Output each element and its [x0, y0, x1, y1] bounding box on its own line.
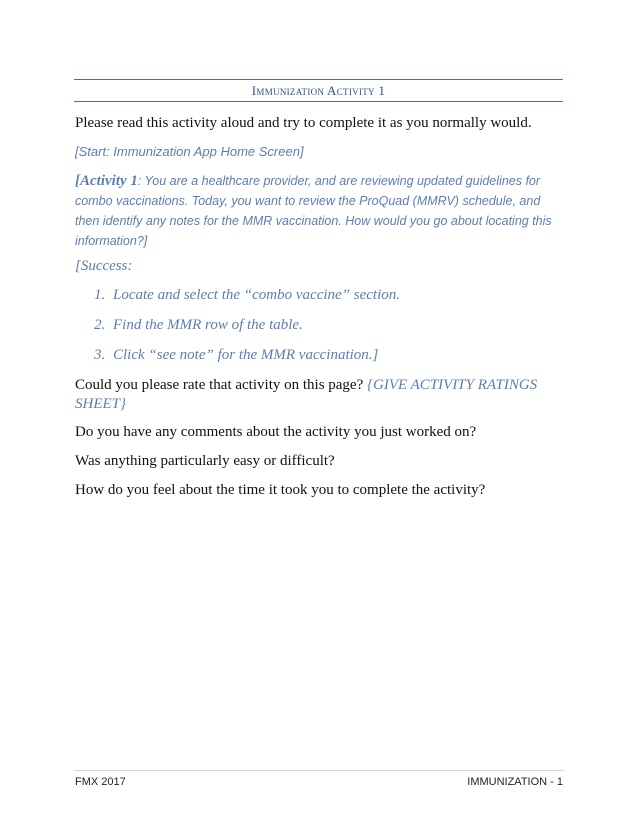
step-number: 3.	[94, 347, 106, 363]
step-number: 1.	[94, 287, 106, 303]
question-comments: Do you have any comments about the activity you just worked on?	[75, 424, 477, 440]
activity-description	[75, 171, 565, 251]
step-number: 2.	[94, 317, 106, 333]
activity-line-4: information?]	[75, 234, 148, 248]
activity-line-1	[75, 171, 565, 191]
rating-request-text: Could you please rate that activity on this page?	[75, 377, 368, 393]
question-time: How do you feel about the time it took you to complete the activity?	[75, 482, 486, 498]
step-text: Find the MMR row of the table.	[113, 317, 303, 333]
intro-paragraph: Please read this activity aloud and try to complete it as you normally would.	[75, 115, 532, 131]
success-label: [Success:	[75, 258, 133, 274]
activity-text-1: : You are a healthcare provider, and are reviewing updated guidelines for	[137, 174, 541, 188]
success-step-2	[94, 317, 303, 334]
activity-line-3: then identify any notes for the MMR vaccination. How would you go about locating this	[75, 214, 552, 228]
success-step-1	[94, 287, 400, 304]
rating-sheet-tag: {GIVE ACTIVITY RATINGS SHEET}	[75, 377, 538, 412]
footer-left-text: FMX 2017	[75, 776, 126, 788]
step-text: Click “see note” for the MMR vaccination.]	[113, 347, 379, 363]
question-easy-difficult: Was anything particularly easy or difficult?	[75, 453, 335, 469]
footer-page-label: IMMUNIZATION - 1	[467, 776, 563, 788]
success-step-3	[94, 347, 378, 364]
activity-lead: [Activity 1	[75, 173, 138, 189]
page-title: Immunization Activity 1	[251, 83, 386, 98]
footer-divider	[74, 770, 564, 771]
start-note: [Start: Immunization App Home Screen]	[75, 144, 304, 159]
title-block	[74, 79, 563, 102]
step-text: Locate and select the “combo vaccine” section.	[113, 287, 401, 303]
activity-line-2: combo vaccinations. Today, you want to review the ProQuad (MMRV) schedule, and	[75, 194, 541, 208]
rating-request	[75, 376, 555, 414]
